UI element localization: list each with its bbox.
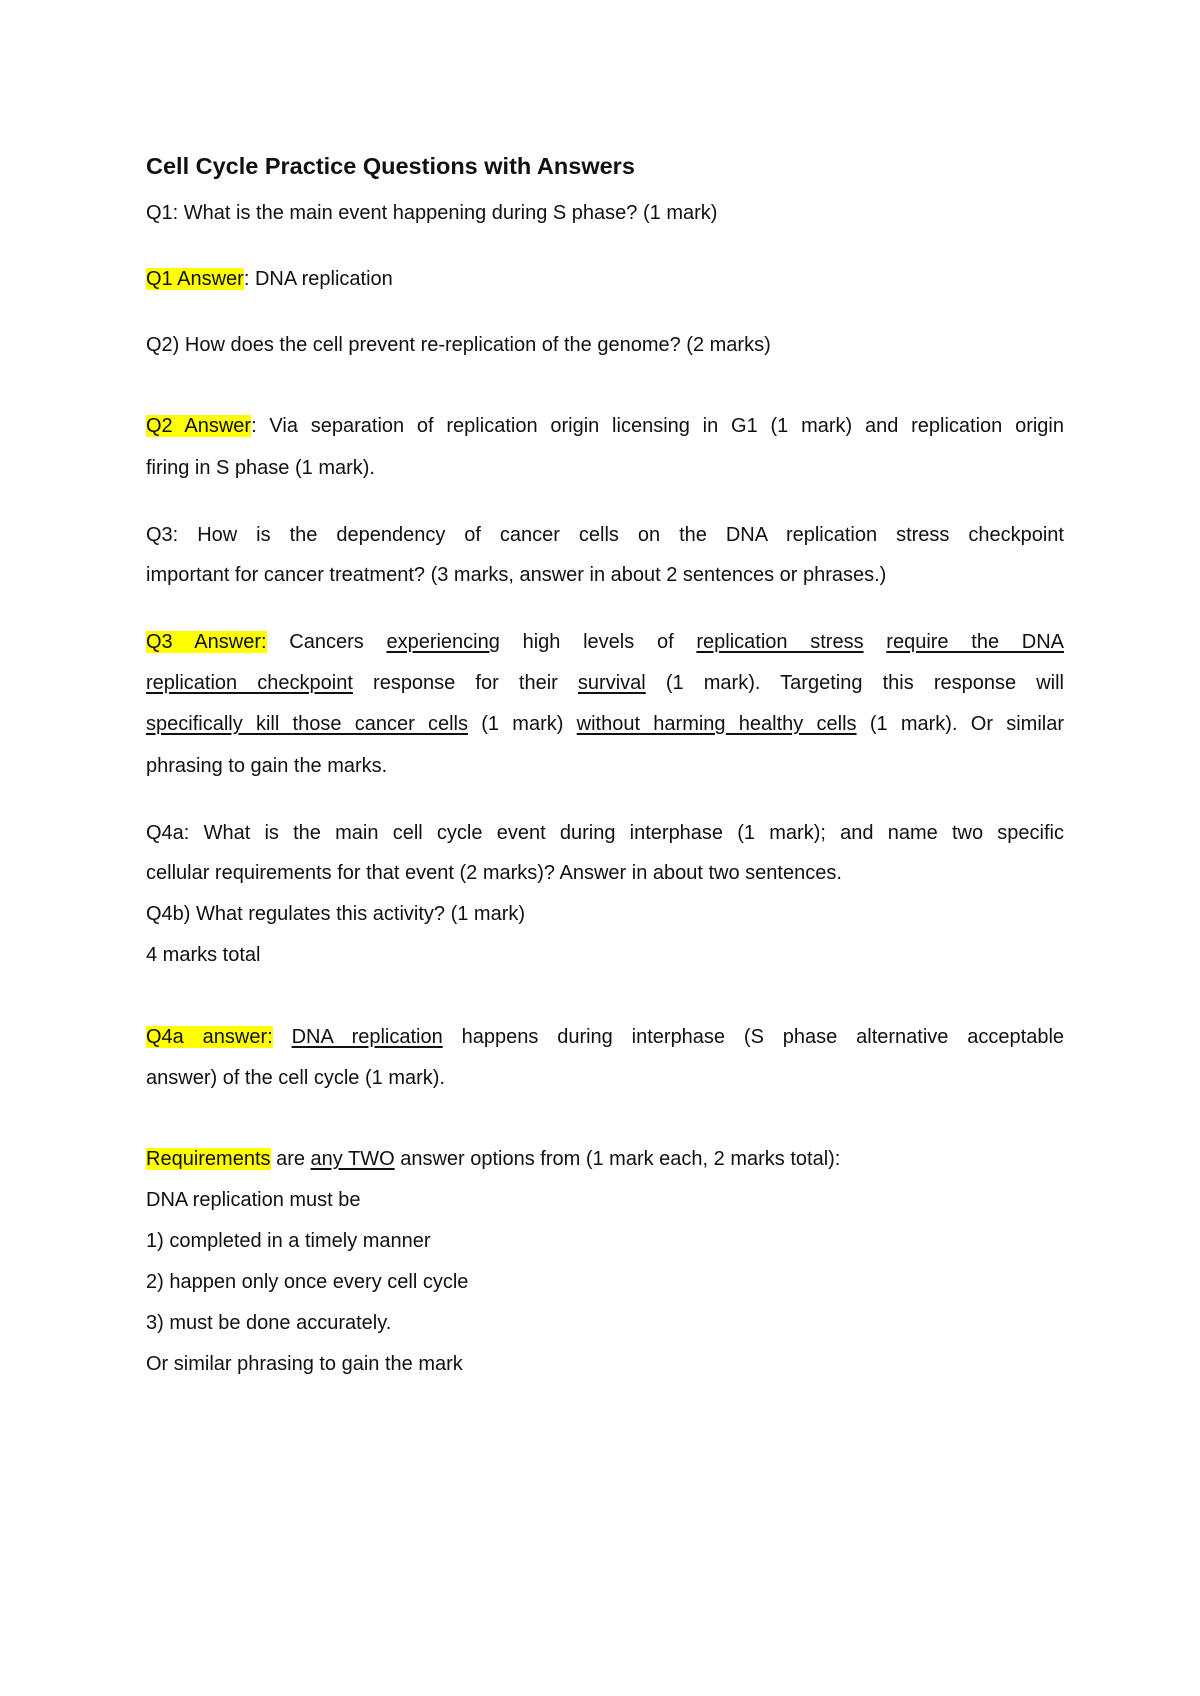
q3-answer-line-2 xyxy=(146,669,1064,697)
q1-answer xyxy=(146,265,1064,293)
q3-answer-label: Q3 Answer: xyxy=(146,631,267,653)
q1-answer-text: : DNA replication xyxy=(243,268,393,290)
requirements-closing: Or similar phrasing to gain the mark xyxy=(146,1353,463,1375)
requirements-label: Requirements xyxy=(146,1148,271,1170)
q4a-answer-segment: happens during interphase (S phase alternative acceptable xyxy=(442,1026,1065,1048)
q2-answer-text: : Via separation of replication origin licensing in G1 (1 mark) and replication origin xyxy=(251,415,1064,437)
q3-answer-underlined: experiencing xyxy=(386,631,500,653)
q3-answer-underlined: survival xyxy=(577,672,646,694)
q4a-answer-line-1 xyxy=(146,1023,1064,1051)
requirements-segment: are xyxy=(270,1148,311,1170)
q3-answer-segment: response for their xyxy=(352,672,578,694)
q3-answer-line-3 xyxy=(146,710,1064,738)
q2-answer-line-2: firing in S phase (1 mark). xyxy=(146,457,375,479)
q4a-answer-underlined: DNA replication xyxy=(291,1026,443,1048)
q3-answer-segment: (1 mark) xyxy=(468,713,577,735)
q4a-answer-label: Q4a answer: xyxy=(146,1026,273,1048)
q3-answer-segment: high levels of xyxy=(499,631,697,653)
q4a-question-line-2: cellular requirements for that event (2 marks)? Answer in about two sentences. xyxy=(146,862,842,884)
requirement-option-3: 3) must be done accurately. xyxy=(146,1312,392,1334)
q4a-answer-segment xyxy=(273,1026,292,1048)
requirement-option-2: 2) happen only once every cell cycle xyxy=(146,1271,469,1293)
q3-question-line-1: Q3: How is the dependency of cancer cells on the DNA replication stress checkpoint xyxy=(146,524,1064,546)
requirement-option-1: 1) completed in a timely manner xyxy=(146,1230,431,1252)
q3-answer-line-4: phrasing to gain the marks. xyxy=(146,755,388,777)
q3-answer-segment xyxy=(864,631,887,653)
q3-answer-underlined: specifically kill those cancer cells xyxy=(146,713,469,735)
q3-answer-segment: Cancers xyxy=(266,631,387,653)
q1-question: Q1: What is the main event happening during S phase? (1 mark) xyxy=(146,202,718,224)
q3-answer-segment: (1 mark). Targeting this response will xyxy=(645,672,1064,694)
page-title: Cell Cycle Practice Questions with Answers xyxy=(146,153,635,179)
q4b-question: Q4b) What regulates this activity? (1 mark) xyxy=(146,903,526,925)
requirements-intro: DNA replication must be xyxy=(146,1189,361,1211)
q1-answer-label: Q1 Answer xyxy=(146,268,244,290)
q3-answer-segment: (1 mark). Or similar xyxy=(856,713,1065,735)
document-page xyxy=(146,0,1064,1696)
q2-answer-label: Q2 Answer xyxy=(146,415,252,437)
requirements-line xyxy=(146,1145,1064,1173)
q3-answer-underlined: replication checkpoint xyxy=(146,672,353,694)
q3-answer-underlined: without harming healthy cells xyxy=(576,713,857,735)
requirements-segment: answer options from (1 mark each, 2 marks total): xyxy=(394,1148,841,1170)
q2-answer-line-1 xyxy=(146,412,1064,440)
q3-question-line-2: important for cancer treatment? (3 marks, answer in about 2 sentences or phrases.) xyxy=(146,564,887,586)
q4a-answer-line-2: answer) of the cell cycle (1 mark). xyxy=(146,1067,445,1089)
q3-answer-line-1 xyxy=(146,628,1064,656)
requirements-underlined: any TWO xyxy=(310,1148,395,1170)
q4-total-marks: 4 marks total xyxy=(146,944,261,966)
q3-answer-underlined: require the DNA xyxy=(886,631,1065,653)
q2-question: Q2) How does the cell prevent re-replication of the genome? (2 marks) xyxy=(146,334,771,356)
q4a-question-line-1: Q4a: What is the main cell cycle event during interphase (1 mark); and name two specific xyxy=(146,822,1064,844)
q3-answer-underlined: replication stress xyxy=(696,631,864,653)
